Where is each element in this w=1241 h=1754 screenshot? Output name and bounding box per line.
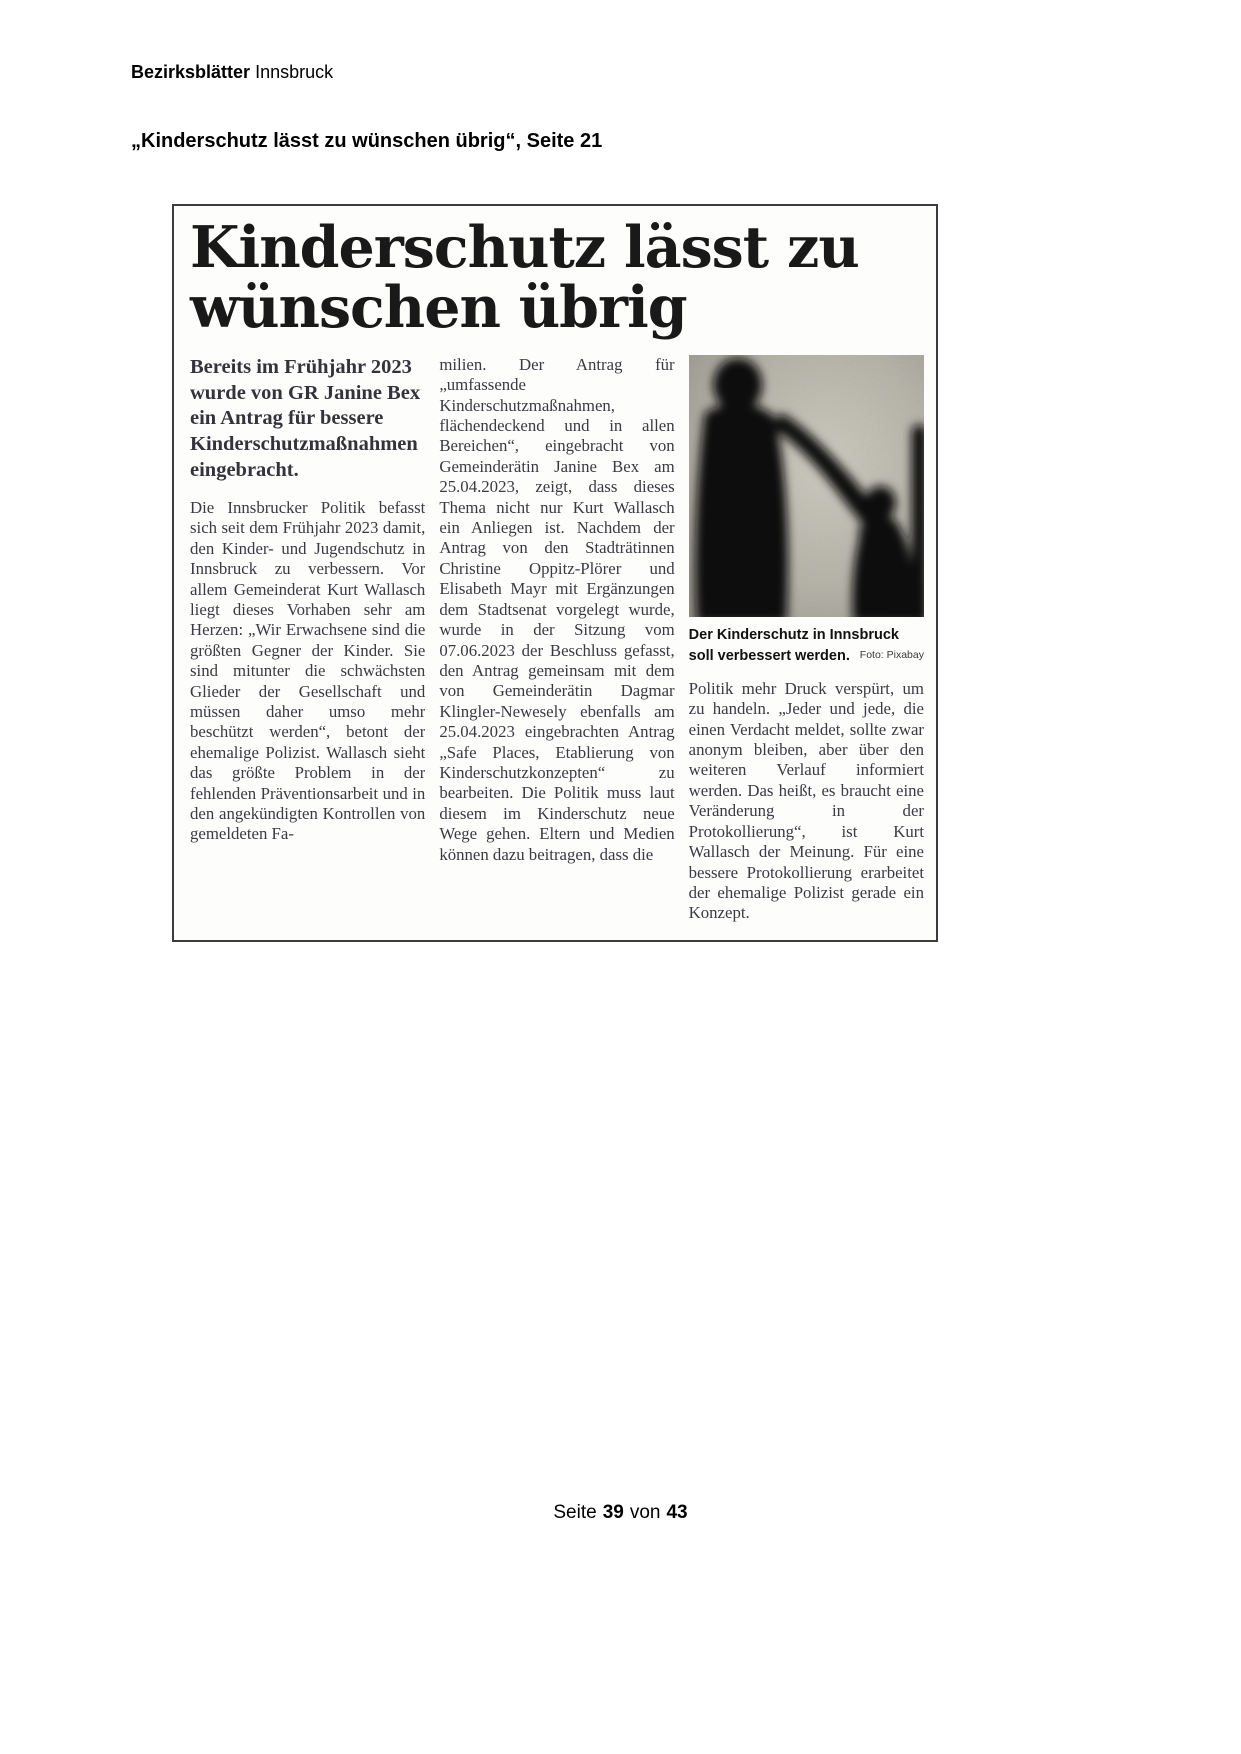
footer-label-von: von	[629, 1502, 661, 1523]
article-column-1	[190, 355, 425, 922]
document-title: „Kinderschutz lässt zu wünschen übrig“, Seite 21	[131, 130, 603, 152]
photo-caption-text: Der Kinderschutz in Innsbruck soll verbessert werden.	[688, 626, 899, 664]
article-body-col3: Politik mehr Druck verspürt, um zu handeln. „Jeder und jede, die einen Verdacht meldet, sollte zwar anonym bleiben, aber über den weiteren Verlauf informiert werden. Das heißt, es braucht eine Veränderung in der Protokollierung“, ist Kurt Wallasch der Meinung. Für eine bessere Protokollierung erarbeitet der ehemalige Polizist gerade ein Konzept.	[688, 678, 924, 922]
article-column-2	[439, 355, 674, 922]
article-columns	[190, 355, 924, 922]
footer-total-pages: 43	[666, 1502, 688, 1523]
photo-credit: Foto: Pixabay	[859, 648, 924, 661]
footer-page-number: 39	[602, 1502, 624, 1523]
photo-caption	[689, 625, 924, 667]
newspaper-clipping	[172, 204, 938, 942]
article-headline: Kinderschutz lässt zu wünschen übrig	[190, 214, 859, 342]
article-photo-silhouette	[689, 355, 924, 617]
article-lead: Bereits im Frühjahr 2023 wurde von GR Janine Bex ein Antrag für bessere Kinderschutzmaßnahmen eingebracht.	[190, 355, 421, 482]
article-body-col2: milien. Der Antrag für „umfassende Kinderschutzmaßnahmen, flächendeckend und in allen Bereichen“, eingebracht von Gemeinderätin Janine Bex am 25.04.2023, zeigt, dass dieses Thema nicht nur Kurt Wallasch ein Anliegen ist. Nachdem der Antrag von den Stadträtinnen Christine Oppitz-Plörer und Elisabeth Mayr mit Ergänzungen dem Stadtsenat vorgelegt wurde, wurde in der Sitzung vom 07.06.2023 der Beschluss gefasst, den Antrag gemeinsam mit dem von Gemeinderätin Dagmar Klingler-Newesely ebenfalls am 25.04.2023 eingebrachten Antrag „Safe Places, Etablierung von Kinderschutzkonzepten“ zu bearbeiten. Die Politik muss laut diesem im Kinderschutz neue Wege gehen. Eltern und Medien können dazu beitragen, dass die	[439, 354, 675, 864]
publication-header	[131, 62, 333, 83]
publication-edition: Innsbruck	[255, 62, 334, 82]
article-body-col1: Die Innsbrucker Politik befasst sich seit dem Frühjahr 2023 damit, den Kinder- und Jugendschutz in Innsbruck zu verbessern. Vor allem Gemeinderat Kurt Wallasch liegt dieses Vorhaben sehr am Herzen: „Wir Erwachsene sind die größten Gegner der Kinder. Sie sind mitunter die schwächsten Glieder der Gesellschaft und müssen daher umso mehr beschützt werden“, betont der ehemalige Polizist. Wallasch sieht das größte Problem in der fehlenden Präventionsarbeit und in den angekündigten Kontrollen von gemeldeten Fa-	[190, 497, 426, 844]
publication-name: Bezirksblätter	[131, 62, 251, 82]
page-footer	[0, 1502, 1241, 1524]
article-column-3	[689, 355, 924, 922]
footer-label-seite: Seite	[553, 1502, 597, 1523]
